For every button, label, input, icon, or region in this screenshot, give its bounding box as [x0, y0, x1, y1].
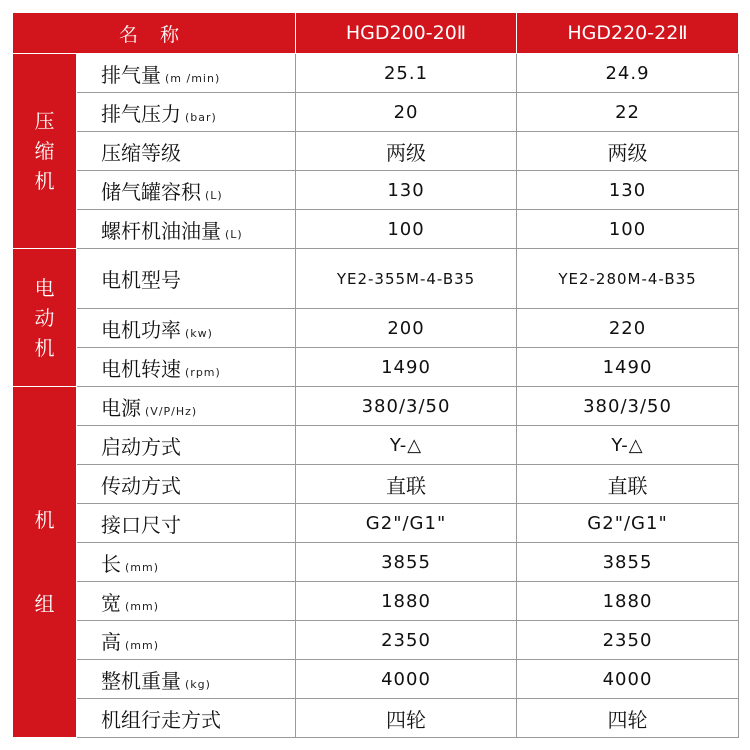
value-b: 130 — [517, 171, 739, 210]
table-row — [13, 504, 739, 543]
row-label — [77, 387, 296, 426]
value-b: 1880 — [517, 582, 739, 621]
value-a: 200 — [296, 309, 517, 348]
group-char: 机 — [34, 169, 55, 193]
label-text: 机组行走方式 — [101, 707, 221, 732]
value-b: 380/3/50 — [517, 387, 739, 426]
value-a: 130 — [296, 171, 517, 210]
label-text: 电机型号 — [101, 268, 181, 292]
row-label — [77, 504, 296, 543]
label-text: 启动方式 — [101, 434, 181, 459]
value-b: YE2-280M-4-B35 — [517, 249, 739, 309]
row-label — [77, 426, 296, 465]
table-row — [13, 465, 739, 504]
value-a: 20 — [296, 93, 517, 132]
value-a: 直联 — [296, 465, 517, 504]
row-label — [77, 171, 296, 210]
row-label — [77, 699, 296, 738]
table-row — [13, 309, 739, 348]
table-row — [13, 426, 739, 465]
unit-text: (m /min) — [165, 71, 221, 85]
row-label — [77, 210, 296, 249]
table-row — [13, 249, 739, 309]
unit-text: (bar) — [185, 110, 217, 124]
unit-text: (V/P/Hz) — [145, 404, 198, 418]
label-text: 螺杆机油油量 — [101, 218, 221, 243]
row-label — [77, 309, 296, 348]
unit-text: (L) — [205, 188, 223, 202]
table-row — [13, 699, 739, 738]
value-b: 4000 — [517, 660, 739, 699]
label-text: 排气压力 — [101, 101, 181, 126]
value-b: 3855 — [517, 543, 739, 582]
row-label — [77, 621, 296, 660]
row-label — [77, 93, 296, 132]
row-label — [77, 132, 296, 171]
label-text: 长 — [101, 551, 121, 576]
value-a: 1490 — [296, 348, 517, 387]
group-char: 动 — [34, 305, 55, 330]
value-b: 直联 — [517, 465, 739, 504]
table-row — [13, 387, 739, 426]
value-a: 1880 — [296, 582, 517, 621]
table-row — [13, 348, 739, 387]
label-text: 电机功率 — [101, 317, 181, 342]
group-char: 缩 — [34, 139, 55, 163]
label-text: 传动方式 — [101, 473, 181, 498]
table-row — [13, 132, 739, 171]
value-b: 1490 — [517, 348, 739, 387]
unit-text: (mm) — [125, 599, 160, 613]
group-char: 组 — [34, 592, 55, 616]
row-label — [77, 249, 296, 309]
value-b: 两级 — [517, 132, 739, 171]
value-a: 25.1 — [296, 54, 517, 93]
unit-text: (rpm) — [185, 365, 221, 379]
label-text: 电机转速 — [101, 356, 181, 381]
model-b-header: HGD220-22Ⅱ — [517, 13, 739, 54]
label-text: 整机重量 — [101, 668, 181, 693]
value-a: 380/3/50 — [296, 387, 517, 426]
group-compressor — [13, 54, 77, 249]
group-unit — [13, 387, 77, 738]
name-header: 名称 — [13, 13, 296, 54]
value-a: YE2-355M-4-B35 — [296, 249, 517, 309]
value-a: 2350 — [296, 621, 517, 660]
table-row — [13, 210, 739, 249]
header-row — [13, 13, 739, 54]
unit-text: (kw) — [185, 326, 213, 340]
label-text: 储气罐容积 — [101, 179, 201, 204]
table-row — [13, 543, 739, 582]
value-b: G2"/G1" — [517, 504, 739, 543]
table-row — [13, 54, 739, 93]
value-a: 3855 — [296, 543, 517, 582]
model-a-header: HGD200-20Ⅱ — [296, 13, 517, 54]
value-b: 100 — [517, 210, 739, 249]
unit-text: (mm) — [125, 638, 160, 652]
label-text: 压缩等级 — [101, 140, 181, 165]
group-char: 机 — [34, 335, 55, 360]
value-b: 四轮 — [517, 699, 739, 738]
table-row — [13, 582, 739, 621]
table-row — [13, 621, 739, 660]
value-b: 22 — [517, 93, 739, 132]
table-row — [13, 93, 739, 132]
label-text: 高 — [101, 629, 121, 654]
row-label — [77, 543, 296, 582]
group-char: 电 — [34, 275, 55, 300]
value-b: Y-△ — [517, 426, 739, 465]
unit-text: (L) — [225, 227, 243, 241]
value-a: 4000 — [296, 660, 517, 699]
row-label — [77, 582, 296, 621]
value-a: Y-△ — [296, 426, 517, 465]
unit-text: (kg) — [185, 677, 211, 691]
label-text: 排气量 — [101, 62, 161, 87]
label-text: 电源 — [101, 395, 141, 420]
value-b: 24.9 — [517, 54, 739, 93]
value-a: 四轮 — [296, 699, 517, 738]
value-b: 220 — [517, 309, 739, 348]
value-a: G2"/G1" — [296, 504, 517, 543]
group-motor — [13, 249, 77, 387]
value-b: 2350 — [517, 621, 739, 660]
table-row — [13, 171, 739, 210]
group-char: 压 — [34, 109, 55, 133]
value-a: 100 — [296, 210, 517, 249]
row-label — [77, 660, 296, 699]
row-label — [77, 348, 296, 387]
row-label — [77, 465, 296, 504]
spec-table — [12, 12, 739, 738]
label-text: 宽 — [101, 590, 121, 615]
table-row — [13, 660, 739, 699]
label-text: 接口尺寸 — [101, 512, 181, 537]
row-label — [77, 54, 296, 93]
unit-text: (mm) — [125, 560, 160, 574]
value-a: 两级 — [296, 132, 517, 171]
group-char: 机 — [34, 508, 55, 532]
